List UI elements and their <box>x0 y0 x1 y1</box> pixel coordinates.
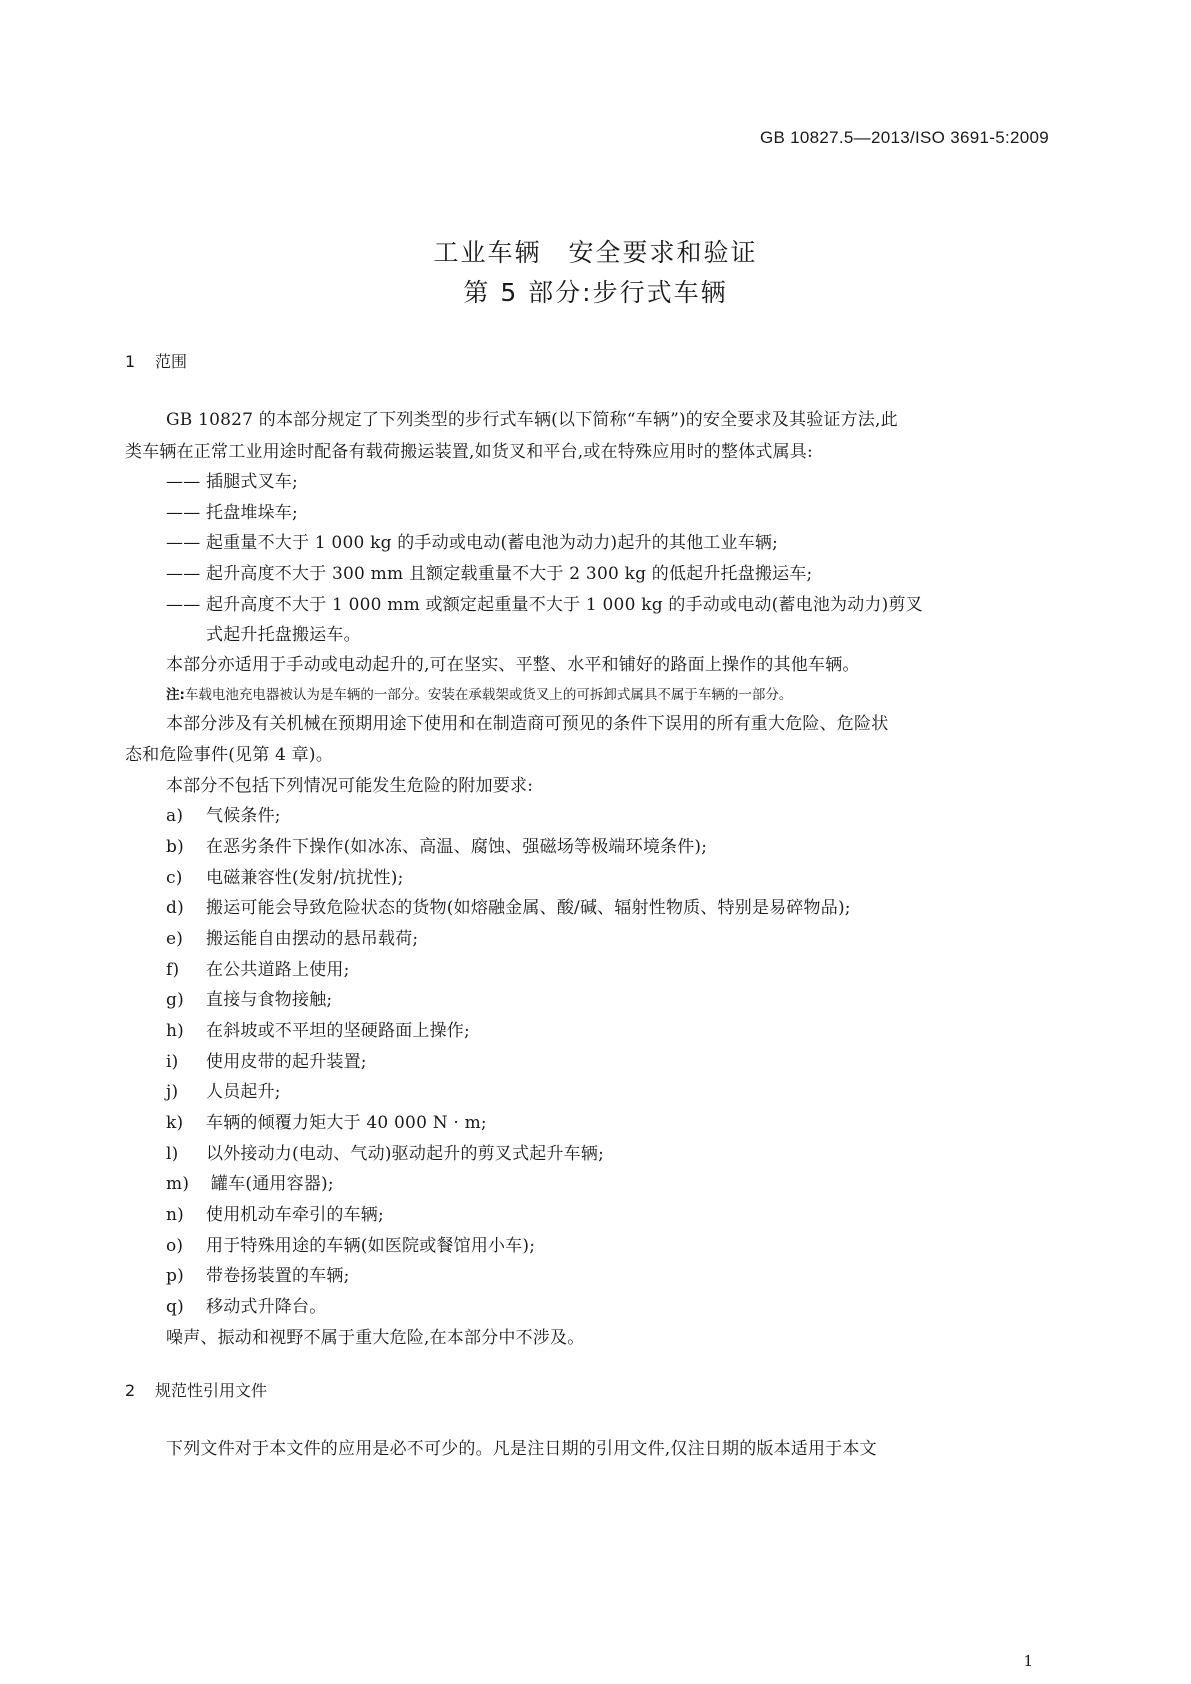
section-1-heading <box>125 349 187 372</box>
excluded-item: m) 罐车(通用容器); <box>166 1174 334 1194</box>
note-text: 车载电池充电器被认为是车辆的一部分。安装在承载架或货叉上的可拆卸式属具不属于车辆的一部分。 <box>184 687 793 703</box>
excluded-item: l) 以外接动力(电动、气动)驱动起升的剪叉式起升车辆; <box>166 1144 604 1164</box>
dash-list-item: —— 起升高度不大于 300 mm 且额定载重量不大于 2 300 kg 的低起升托盘搬运车; <box>166 564 813 584</box>
excluded-item: o) 用于特殊用途的车辆(如医院或餐馆用小车); <box>166 1236 536 1256</box>
excluded-item: h) 在斜坡或不平坦的坚硬路面上操作; <box>166 1021 470 1041</box>
document-title: 工业车辆 安全要求和验证 <box>433 238 758 267</box>
excluded-item: n) 使用机动车牵引的车辆; <box>166 1205 384 1225</box>
excluded-item: d) 搬运可能会导致危险状态的货物(如熔融金属、酸/碱、辐射性物质、特别是易碎物品); <box>166 898 851 918</box>
scope-hazard-line-2: 态和危险事件(见第 4 章)。 <box>125 745 333 765</box>
section-2-heading <box>125 1378 267 1401</box>
dash-list-item: —— 托盘堆垛车; <box>166 503 298 523</box>
dash-list-item-continuation: 式起升托盘搬运车。 <box>206 625 361 645</box>
scope-noise-paragraph: 噪声、振动和视野不属于重大危险,在本部分中不涉及。 <box>166 1328 585 1348</box>
excluded-item: q) 移动式升降台。 <box>166 1297 327 1317</box>
scope-hazard-line-1: 本部分涉及有关机械在预期用途下使用和在制造商可预见的条件下误用的所有重大危险、危险状 <box>166 714 889 734</box>
scope-intro-line-2: 类车辆在正常工业用途时配备有载荷搬运装置,如货叉和平台,或在特殊应用时的整体式属具: <box>125 442 813 462</box>
excluded-item: b) 在恶劣条件下操作(如冰冻、高温、腐蚀、强磁场等极端环境条件); <box>166 837 708 857</box>
document-subtitle: 第 5 部分:步行式车辆 <box>463 278 728 307</box>
excluded-item: a) 气候条件; <box>166 806 281 826</box>
excluded-item: f) 在公共道路上使用; <box>166 960 350 980</box>
scope-apply-paragraph: 本部分亦适用于手动或电动起升的,可在坚实、平整、水平和铺好的路面上操作的其他车辆。 <box>166 655 860 675</box>
scope-note <box>166 683 792 703</box>
section-2-title: 规范性引用文件 <box>155 1381 268 1400</box>
section-1-title: 范围 <box>155 352 188 371</box>
excluded-item: e) 搬运能自由摆动的悬吊载荷; <box>166 929 419 949</box>
document-code: GB 10827.5—2013/ISO 3691-5:2009 <box>759 128 1049 147</box>
excluded-item: g) 直接与食物接触; <box>166 990 333 1010</box>
scope-exclude-intro: 本部分不包括下列情况可能发生危险的附加要求: <box>166 776 534 796</box>
section-1-number: 1 <box>125 352 136 371</box>
excluded-item: k) 车辆的倾覆力矩大于 40 000 N · m; <box>166 1113 487 1133</box>
note-label: 注: <box>166 687 185 703</box>
section-2-number: 2 <box>125 1381 136 1400</box>
excluded-item: p) 带卷扬装置的车辆; <box>166 1266 350 1286</box>
page-number: 1 <box>1023 1652 1033 1670</box>
excluded-item: i) 使用皮带的起升装置; <box>166 1052 367 1072</box>
dash-list-item: —— 起重量不大于 1 000 kg 的手动或电动(蓄电池为动力)起升的其他工业车辆; <box>166 533 779 553</box>
dash-list-item: —— 插腿式叉车; <box>166 472 298 492</box>
excluded-item: c) 电磁兼容性(发射/抗扰性); <box>166 868 404 888</box>
dash-list-item: —— 起升高度不大于 1 000 mm 或额定起重量不大于 1 000 kg 的手动或电动(蓄电池为动力)剪叉 <box>166 595 923 615</box>
normative-references-paragraph: 下列文件对于本文件的应用是必不可少的。凡是注日期的引用文件,仅注日期的版本适用于本文 <box>166 1439 877 1459</box>
scope-intro-line-1: GB 10827 的本部分规定了下列类型的步行式车辆(以下简称“车辆”)的安全要求及其验证方法,此 <box>166 410 898 430</box>
excluded-item: j) 人员起升; <box>166 1082 281 1102</box>
